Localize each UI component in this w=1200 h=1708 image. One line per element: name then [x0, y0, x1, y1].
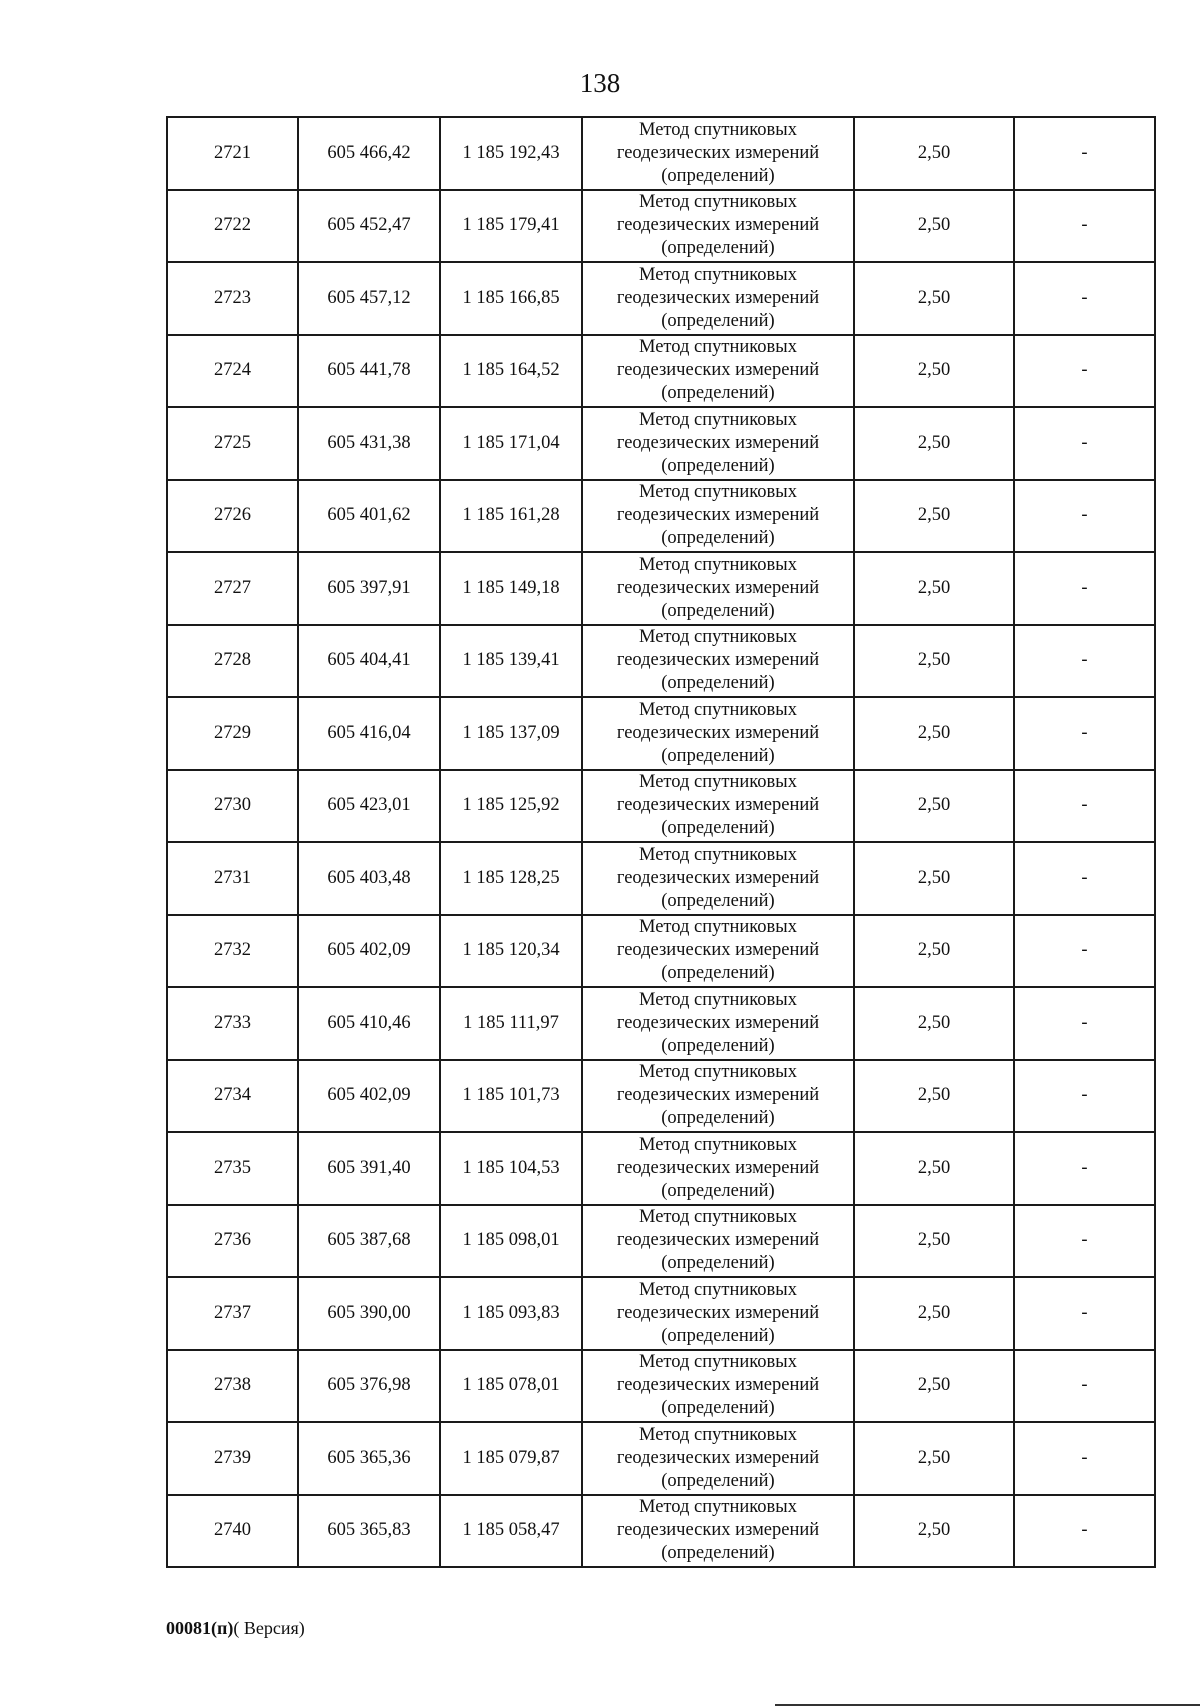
- accuracy-cell: 2,50: [854, 1277, 1014, 1350]
- method-line: Метод спутниковых: [639, 1279, 797, 1300]
- method-line: (определений): [661, 1325, 775, 1346]
- coordinates-table-body: [167, 117, 1155, 1567]
- point-number-cell: 2735: [167, 1132, 298, 1205]
- y-coordinate-cell: 1 185 192,43: [440, 117, 582, 190]
- coordinates-table: [166, 116, 1156, 1568]
- method-line: (определений): [661, 165, 775, 186]
- note-cell: -: [1014, 1277, 1155, 1350]
- point-number-cell: 2723: [167, 262, 298, 335]
- table-row: [167, 190, 1155, 263]
- table-row: [167, 117, 1155, 190]
- footer-version: ( Версия): [233, 1618, 305, 1638]
- method-line: геодезических измерений: [616, 360, 820, 381]
- y-coordinate-cell: 1 185 098,01: [440, 1205, 582, 1278]
- footer-rule: [775, 1704, 1200, 1706]
- x-coordinate-cell: 605 416,04: [298, 697, 440, 770]
- point-number-cell: 2726: [167, 480, 298, 553]
- point-number-cell: 2737: [167, 1277, 298, 1350]
- method-line: (определений): [661, 600, 775, 621]
- point-number-cell: 2731: [167, 842, 298, 915]
- method-line: геодезических измерений: [616, 940, 820, 961]
- method-cell: [582, 1277, 854, 1350]
- table-row: [167, 915, 1155, 988]
- method-line: Метод спутниковых: [639, 192, 797, 213]
- accuracy-cell: 2,50: [854, 1205, 1014, 1278]
- x-coordinate-cell: 605 431,38: [298, 407, 440, 480]
- point-number-cell: 2733: [167, 987, 298, 1060]
- point-number-cell: 2734: [167, 1060, 298, 1133]
- method-cell: [582, 480, 854, 553]
- method-line: Метод спутниковых: [639, 482, 797, 503]
- point-number-cell: 2738: [167, 1350, 298, 1423]
- y-coordinate-cell: 1 185 093,83: [440, 1277, 582, 1350]
- method-line: Метод спутниковых: [639, 627, 797, 648]
- note-cell: -: [1014, 1132, 1155, 1205]
- method-line: (определений): [661, 673, 775, 694]
- y-coordinate-cell: 1 185 179,41: [440, 190, 582, 263]
- y-coordinate-cell: 1 185 166,85: [440, 262, 582, 335]
- accuracy-cell: 2,50: [854, 987, 1014, 1060]
- table-row: [167, 1495, 1155, 1568]
- method-cell: [582, 842, 854, 915]
- method-cell: [582, 1060, 854, 1133]
- method-line: Метод спутниковых: [639, 989, 797, 1010]
- accuracy-cell: 2,50: [854, 1495, 1014, 1568]
- method-line: геодезических измерений: [616, 650, 820, 671]
- note-cell: -: [1014, 697, 1155, 770]
- note-cell: -: [1014, 1060, 1155, 1133]
- method-line: геодезических измерений: [616, 1157, 820, 1178]
- method-line: (определений): [661, 1470, 775, 1491]
- note-cell: -: [1014, 915, 1155, 988]
- accuracy-cell: 2,50: [854, 842, 1014, 915]
- method-line: Метод спутниковых: [639, 409, 797, 430]
- table-row: [167, 552, 1155, 625]
- method-line: геодезических измерений: [616, 1012, 820, 1033]
- method-line: Метод спутниковых: [639, 264, 797, 285]
- note-cell: -: [1014, 1422, 1155, 1495]
- note-cell: -: [1014, 117, 1155, 190]
- point-number-cell: 2722: [167, 190, 298, 263]
- x-coordinate-cell: 605 423,01: [298, 770, 440, 843]
- point-number-cell: 2725: [167, 407, 298, 480]
- accuracy-cell: 2,50: [854, 552, 1014, 625]
- accuracy-cell: 2,50: [854, 1132, 1014, 1205]
- method-cell: [582, 407, 854, 480]
- method-cell: [582, 117, 854, 190]
- x-coordinate-cell: 605 404,41: [298, 625, 440, 698]
- table-row: [167, 1132, 1155, 1205]
- point-number-cell: 2740: [167, 1495, 298, 1568]
- table-row: [167, 987, 1155, 1060]
- accuracy-cell: 2,50: [854, 1060, 1014, 1133]
- accuracy-cell: 2,50: [854, 625, 1014, 698]
- method-line: геодезических измерений: [616, 1375, 820, 1396]
- method-line: геодезических измерений: [616, 142, 820, 163]
- method-line: (определений): [661, 238, 775, 259]
- accuracy-cell: 2,50: [854, 480, 1014, 553]
- x-coordinate-cell: 605 402,09: [298, 1060, 440, 1133]
- y-coordinate-cell: 1 185 078,01: [440, 1350, 582, 1423]
- method-cell: [582, 1350, 854, 1423]
- method-line: (определений): [661, 890, 775, 911]
- note-cell: -: [1014, 1495, 1155, 1568]
- method-line: (определений): [661, 1398, 775, 1419]
- method-line: геодезических измерений: [616, 215, 820, 236]
- method-line: геодезических измерений: [616, 432, 820, 453]
- table-row: [167, 770, 1155, 843]
- method-cell: [582, 1132, 854, 1205]
- x-coordinate-cell: 605 376,98: [298, 1350, 440, 1423]
- table-row: [167, 335, 1155, 408]
- note-cell: -: [1014, 1350, 1155, 1423]
- method-line: (определений): [661, 1543, 775, 1564]
- method-line: Метод спутниковых: [639, 1207, 797, 1228]
- point-number-cell: 2739: [167, 1422, 298, 1495]
- method-cell: [582, 1205, 854, 1278]
- note-cell: -: [1014, 770, 1155, 843]
- accuracy-cell: 2,50: [854, 262, 1014, 335]
- x-coordinate-cell: 605 387,68: [298, 1205, 440, 1278]
- x-coordinate-cell: 605 397,91: [298, 552, 440, 625]
- table-row: [167, 697, 1155, 770]
- method-cell: [582, 1495, 854, 1568]
- method-cell: [582, 262, 854, 335]
- method-line: геодезических измерений: [616, 505, 820, 526]
- method-line: (определений): [661, 1253, 775, 1274]
- y-coordinate-cell: 1 185 139,41: [440, 625, 582, 698]
- footer-label: [166, 1618, 305, 1639]
- method-line: геодезических измерений: [616, 1302, 820, 1323]
- table-row: [167, 1422, 1155, 1495]
- method-line: (определений): [661, 745, 775, 766]
- accuracy-cell: 2,50: [854, 697, 1014, 770]
- method-line: (определений): [661, 310, 775, 331]
- page-number: 138: [579, 68, 621, 98]
- y-coordinate-cell: 1 185 171,04: [440, 407, 582, 480]
- note-cell: -: [1014, 335, 1155, 408]
- x-coordinate-cell: 605 401,62: [298, 480, 440, 553]
- method-line: геодезических измерений: [616, 1085, 820, 1106]
- x-coordinate-cell: 605 410,46: [298, 987, 440, 1060]
- point-number-cell: 2729: [167, 697, 298, 770]
- table-row: [167, 1060, 1155, 1133]
- x-coordinate-cell: 605 390,00: [298, 1277, 440, 1350]
- method-line: Метод спутниковых: [639, 1424, 797, 1445]
- table-row: [167, 1350, 1155, 1423]
- point-number-cell: 2727: [167, 552, 298, 625]
- method-line: геодезических измерений: [616, 795, 820, 816]
- x-coordinate-cell: 605 365,83: [298, 1495, 440, 1568]
- note-cell: -: [1014, 842, 1155, 915]
- footer-code: 00081(п): [166, 1618, 234, 1638]
- method-line: Метод спутниковых: [639, 917, 797, 938]
- point-number-cell: 2721: [167, 117, 298, 190]
- point-number-cell: 2728: [167, 625, 298, 698]
- table-row: [167, 407, 1155, 480]
- method-line: геодезических измерений: [616, 577, 820, 598]
- method-line: Метод спутниковых: [639, 699, 797, 720]
- method-line: геодезических измерений: [616, 722, 820, 743]
- x-coordinate-cell: 605 466,42: [298, 117, 440, 190]
- method-line: Метод спутниковых: [639, 119, 797, 140]
- method-line: (определений): [661, 1035, 775, 1056]
- method-line: Метод спутниковых: [639, 554, 797, 575]
- method-cell: [582, 770, 854, 843]
- table-row: [167, 480, 1155, 553]
- accuracy-cell: 2,50: [854, 1422, 1014, 1495]
- note-cell: -: [1014, 480, 1155, 553]
- method-line: (определений): [661, 963, 775, 984]
- x-coordinate-cell: 605 391,40: [298, 1132, 440, 1205]
- note-cell: -: [1014, 1205, 1155, 1278]
- method-line: (определений): [661, 383, 775, 404]
- method-cell: [582, 697, 854, 770]
- accuracy-cell: 2,50: [854, 770, 1014, 843]
- method-line: (определений): [661, 455, 775, 476]
- method-cell: [582, 987, 854, 1060]
- method-line: Метод спутниковых: [639, 337, 797, 358]
- method-line: Метод спутниковых: [639, 1134, 797, 1155]
- y-coordinate-cell: 1 185 161,28: [440, 480, 582, 553]
- accuracy-cell: 2,50: [854, 190, 1014, 263]
- table-row: [167, 842, 1155, 915]
- method-line: (определений): [661, 818, 775, 839]
- note-cell: -: [1014, 407, 1155, 480]
- note-cell: -: [1014, 262, 1155, 335]
- y-coordinate-cell: 1 185 101,73: [440, 1060, 582, 1133]
- point-number-cell: 2732: [167, 915, 298, 988]
- method-cell: [582, 335, 854, 408]
- method-line: (определений): [661, 1180, 775, 1201]
- accuracy-cell: 2,50: [854, 117, 1014, 190]
- method-cell: [582, 1422, 854, 1495]
- note-cell: -: [1014, 987, 1155, 1060]
- method-line: Метод спутниковых: [639, 1497, 797, 1518]
- method-line: (определений): [661, 1108, 775, 1129]
- method-line: геодезических измерений: [616, 1520, 820, 1541]
- method-cell: [582, 552, 854, 625]
- accuracy-cell: 2,50: [854, 1350, 1014, 1423]
- accuracy-cell: 2,50: [854, 407, 1014, 480]
- method-line: геодезических измерений: [616, 867, 820, 888]
- note-cell: -: [1014, 625, 1155, 698]
- method-line: (определений): [661, 528, 775, 549]
- y-coordinate-cell: 1 185 120,34: [440, 915, 582, 988]
- table-row: [167, 625, 1155, 698]
- table-row: [167, 1205, 1155, 1278]
- method-line: Метод спутниковых: [639, 772, 797, 793]
- note-cell: -: [1014, 552, 1155, 625]
- y-coordinate-cell: 1 185 058,47: [440, 1495, 582, 1568]
- y-coordinate-cell: 1 185 125,92: [440, 770, 582, 843]
- point-number-cell: 2736: [167, 1205, 298, 1278]
- y-coordinate-cell: 1 185 149,18: [440, 552, 582, 625]
- table-row: [167, 262, 1155, 335]
- method-line: Метод спутниковых: [639, 1352, 797, 1373]
- method-cell: [582, 625, 854, 698]
- method-cell: [582, 915, 854, 988]
- x-coordinate-cell: 605 441,78: [298, 335, 440, 408]
- y-coordinate-cell: 1 185 111,97: [440, 987, 582, 1060]
- x-coordinate-cell: 605 365,36: [298, 1422, 440, 1495]
- point-number-cell: 2724: [167, 335, 298, 408]
- table-row: [167, 1277, 1155, 1350]
- x-coordinate-cell: 605 457,12: [298, 262, 440, 335]
- note-cell: -: [1014, 190, 1155, 263]
- y-coordinate-cell: 1 185 104,53: [440, 1132, 582, 1205]
- y-coordinate-cell: 1 185 137,09: [440, 697, 582, 770]
- method-line: геодезических измерений: [616, 1230, 820, 1251]
- y-coordinate-cell: 1 185 128,25: [440, 842, 582, 915]
- y-coordinate-cell: 1 185 079,87: [440, 1422, 582, 1495]
- method-line: Метод спутниковых: [639, 1062, 797, 1083]
- x-coordinate-cell: 605 403,48: [298, 842, 440, 915]
- x-coordinate-cell: 605 452,47: [298, 190, 440, 263]
- method-line: Метод спутниковых: [639, 844, 797, 865]
- method-cell: [582, 190, 854, 263]
- point-number-cell: 2730: [167, 770, 298, 843]
- accuracy-cell: 2,50: [854, 335, 1014, 408]
- x-coordinate-cell: 605 402,09: [298, 915, 440, 988]
- method-line: геодезических измерений: [616, 1447, 820, 1468]
- method-line: геодезических измерений: [616, 287, 820, 308]
- accuracy-cell: 2,50: [854, 915, 1014, 988]
- y-coordinate-cell: 1 185 164,52: [440, 335, 582, 408]
